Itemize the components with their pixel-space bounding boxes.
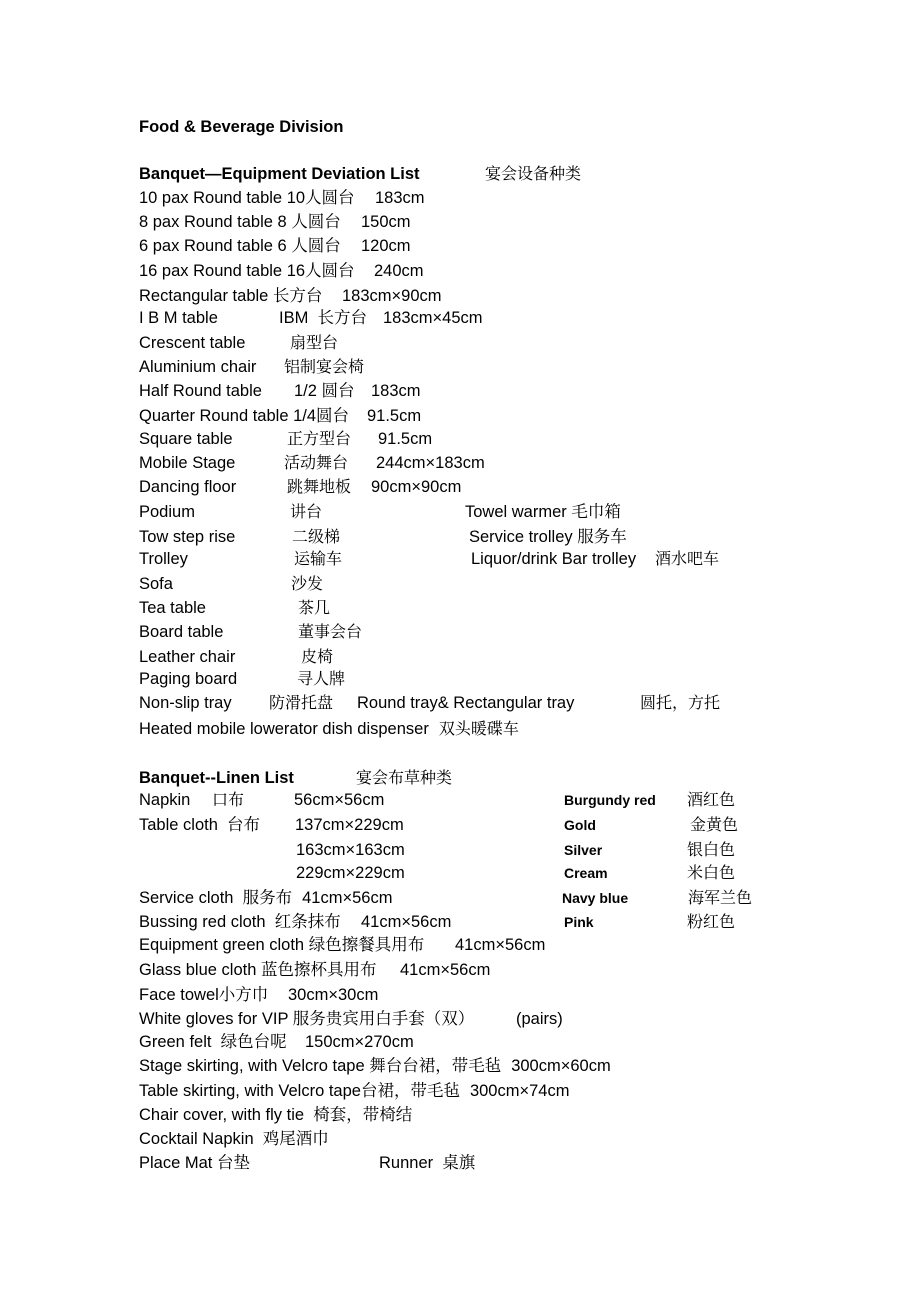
equipment-item-text: 16 pax Round table 16人圆台 — [139, 262, 355, 280]
equipment-item-text: Rectangular table 长方台 — [139, 287, 323, 305]
linen-item-text: 56cm×56cm — [294, 791, 385, 809]
equipment-item-text: 正方型台 — [287, 429, 352, 448]
equipment-item-text: Round tray& Rectangular tray — [357, 694, 575, 712]
linen-item-text: Bussing red cloth 红条抹布 — [139, 913, 341, 931]
equipment-item-text: 二级梯 — [292, 527, 341, 546]
linen-item-text: White gloves for VIP 服务贵宾用白手套（双） — [139, 1010, 475, 1028]
section-title-linen: Banquet--Linen List — [139, 769, 294, 787]
equipment-item-text: Paging board — [139, 670, 238, 688]
equipment-item-text: 圆托，方托 — [640, 693, 721, 712]
equipment-item-text: Crescent table — [139, 334, 246, 352]
equipment-item-text: Heated mobile lowerator dish dispenser — [139, 720, 429, 738]
equipment-item-text: 120cm — [361, 237, 411, 255]
section-title-equipment-cn: 宴会设备种类 — [485, 164, 582, 183]
linen-item-text: 口布 — [212, 790, 245, 809]
equipment-item-text: Quarter Round table 1/4圆台 — [139, 407, 350, 425]
linen-item-text: Stage skirting, with Velcro tape 舞台台裙，带毛毡 — [139, 1057, 502, 1075]
equipment-item-text: 运输车 — [294, 549, 343, 568]
equipment-item-text: 防滑托盘 — [269, 693, 334, 712]
equipment-item-text: 91.5cm — [367, 407, 422, 425]
equipment-item-text: Liquor/drink Bar trolley — [471, 550, 637, 568]
equipment-item-text: 双头暖碟车 — [438, 719, 519, 738]
linen-item-text: 41cm×56cm — [400, 961, 491, 979]
section-title-equipment: Banquet—Equipment Deviation List — [139, 165, 420, 183]
linen-item-text: Service cloth 服务布 — [139, 889, 293, 907]
equipment-item-text: Trolley — [139, 550, 188, 568]
linen-color-name-cn: 酒红色 — [687, 790, 736, 809]
equipment-item-text: Non-slip tray — [139, 694, 232, 712]
linen-item-text: Equipment green cloth 绿色擦餐具用布 — [139, 936, 425, 954]
linen-color-name-cn: 粉红色 — [687, 912, 736, 931]
equipment-item-text: 皮椅 — [301, 647, 334, 666]
equipment-item-text: 寻人牌 — [297, 669, 346, 688]
equipment-item-text: 10 pax Round table 10人圆台 — [139, 189, 355, 207]
equipment-item-text: Aluminium chair — [139, 358, 257, 376]
equipment-item-text: 183cm — [371, 382, 421, 400]
linen-item-text: 137cm×229cm — [295, 816, 404, 834]
linen-color-name-cn: 海军兰色 — [688, 888, 753, 907]
equipment-item-text: Towel warmer 毛巾箱 — [465, 503, 621, 521]
equipment-item-text: 沙发 — [291, 574, 324, 593]
linen-item-text: Face towel小方巾 — [139, 986, 269, 1004]
equipment-item-text: Square table — [139, 430, 233, 448]
linen-item-text: 41cm×56cm — [302, 889, 393, 907]
linen-item-text: 163cm×163cm — [296, 841, 405, 859]
equipment-item-text: 240cm — [374, 262, 424, 280]
linen-item-text: 41cm×56cm — [361, 913, 452, 931]
equipment-item-text: 酒水吧车 — [655, 549, 720, 568]
equipment-item-text: 董事会台 — [298, 622, 363, 641]
linen-item-text: Table cloth 台布 — [139, 816, 261, 834]
equipment-item-text: 茶几 — [298, 598, 331, 617]
linen-item-text: 150cm×270cm — [305, 1033, 414, 1051]
linen-item-text: Chair cover, with fly tie 椅套，带椅结 — [139, 1106, 413, 1124]
equipment-item-text: 91.5cm — [378, 430, 433, 448]
linen-color-name-cn: 银白色 — [687, 840, 736, 859]
equipment-item-text: 跳舞地板 — [287, 477, 352, 496]
equipment-item-text: 讲台 — [290, 502, 323, 521]
equipment-item-text: Sofa — [139, 575, 173, 593]
linen-color-name: Silver — [564, 842, 603, 858]
linen-color-name: Pink — [564, 914, 594, 930]
equipment-item-text: Podium — [139, 503, 195, 521]
equipment-item-text: 90cm×90cm — [371, 478, 462, 496]
linen-item-text: Cocktail Napkin 鸡尾酒巾 — [139, 1130, 329, 1148]
equipment-item-text: 8 pax Round table 8 人圆台 — [139, 213, 341, 231]
equipment-item-text: 183cm×45cm — [383, 309, 483, 327]
equipment-item-text: Board table — [139, 623, 224, 641]
linen-item-text: Place Mat 台垫 — [139, 1154, 250, 1172]
linen-item-text: Table skirting, with Velcro tape台裙，带毛毡 — [139, 1082, 460, 1100]
equipment-item-text: 扇型台 — [290, 333, 339, 352]
equipment-item-text: Tea table — [139, 599, 206, 617]
equipment-item-text: Leather chair — [139, 648, 236, 666]
equipment-item-text: 244cm×183cm — [376, 454, 485, 472]
equipment-item-text: 活动舞台 — [284, 453, 349, 472]
equipment-item-text: Dancing floor — [139, 478, 237, 496]
linen-color-name-cn: 金黄色 — [690, 815, 739, 834]
equipment-item-text: IBM 长方台 — [279, 309, 368, 327]
linen-item-text: 300cm×60cm — [511, 1057, 611, 1075]
equipment-item-text: 6 pax Round table 6 人圆台 — [139, 237, 341, 255]
equipment-item-text: 183cm — [375, 189, 425, 207]
linen-color-name: Cream — [564, 865, 608, 881]
linen-item-text: Green felt 绿色台呢 — [139, 1033, 287, 1051]
linen-item-text: 229cm×229cm — [296, 864, 405, 882]
equipment-item-text: I B M table — [139, 309, 218, 327]
linen-color-name: Navy blue — [562, 890, 629, 906]
equipment-item-text: 150cm — [361, 213, 411, 231]
equipment-item-text: 铝制宴会椅 — [284, 357, 365, 376]
linen-item-text: Napkin — [139, 791, 191, 809]
equipment-item-text: Service trolley 服务车 — [469, 528, 627, 546]
linen-item-text: (pairs) — [516, 1010, 563, 1028]
linen-color-name-cn: 米白色 — [687, 863, 736, 882]
division-title: Food & Beverage Division — [139, 118, 344, 136]
linen-item-text: 41cm×56cm — [455, 936, 546, 954]
linen-item-text: 30cm×30cm — [288, 986, 379, 1004]
linen-item-text: Runner 桌旗 — [379, 1154, 476, 1172]
linen-item-text: 300cm×74cm — [469, 1082, 570, 1100]
linen-color-name: Gold — [564, 817, 596, 833]
equipment-item-text: 183cm×90cm — [342, 287, 442, 305]
equipment-item-text: 1/2 圆台 — [294, 382, 355, 400]
equipment-item-text: Mobile Stage — [139, 454, 236, 472]
equipment-item-text: Half Round table — [139, 382, 262, 400]
linen-color-name: Burgundy red — [564, 792, 656, 808]
linen-item-text: Glass blue cloth 蓝色擦杯具用布 — [139, 961, 377, 979]
equipment-item-text: Tow step rise — [139, 528, 236, 546]
section-title-linen-cn: 宴会布草种类 — [356, 768, 453, 787]
